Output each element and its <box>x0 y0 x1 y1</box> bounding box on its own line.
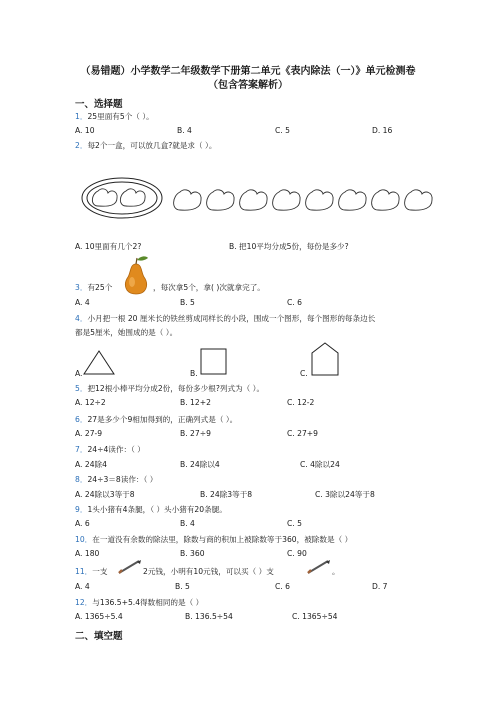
q12-option-c: C. 1365÷54 <box>292 612 338 621</box>
q2-option-b: B. 把10平均分成5份，每份是多少? <box>229 242 349 251</box>
q2-option-a: A. 10里面有几个2? <box>75 242 142 251</box>
question-number: 4． <box>75 314 88 323</box>
q8-option-c: C. 3除以24等于8 <box>315 490 375 499</box>
q6-option-a: A. 27-9 <box>75 429 103 438</box>
question-text: 24÷4读作：（ ） <box>87 445 145 454</box>
question-text: 1头小猪有4条腿，（ ）头小猪有20条腿。 <box>87 505 227 514</box>
question-text: 在一道没有余数的除法里，除数与商的积加上被除数等于360，被除数是（ ） <box>92 535 353 544</box>
doc-title-line2: （包含答案解析） <box>208 80 288 91</box>
q11-option-d: D. 7 <box>372 582 388 591</box>
question-number: 10． <box>75 535 93 544</box>
question-12 <box>75 597 203 608</box>
question-3-rest: ，每次拿5个，拿( )次就拿完了。 <box>153 283 265 292</box>
question-7 <box>75 444 145 455</box>
q12-option-a: A. 1365÷5.4 <box>75 612 123 621</box>
q1-option-d: D. 16 <box>372 126 393 135</box>
section-heading-fill: 二、填空题 <box>75 631 123 642</box>
q5-option-a: A. 12÷2 <box>75 398 106 407</box>
q10-option-a: A. 180 <box>75 549 100 558</box>
question-5 <box>75 383 264 394</box>
question-4-line2: 都是5厘米，她围成的是（ ）。 <box>75 328 178 337</box>
q11-option-c: C. 6 <box>275 582 290 591</box>
q7-option-a: A. 24除4 <box>75 460 107 469</box>
q5-option-c: C. 12-2 <box>287 398 315 407</box>
section-heading-choice: 一、选择题 <box>75 99 123 110</box>
q11-option-b: B. 5 <box>175 582 190 591</box>
q7-option-c: C. 4除以24 <box>300 460 340 469</box>
question-3 <box>75 282 112 293</box>
question-1 <box>75 111 154 122</box>
pencil-image <box>117 559 143 575</box>
peaches-figure <box>80 176 420 226</box>
question-text: 与136.5+5.4得数相同的是（ ） <box>92 598 204 607</box>
question-4 <box>75 313 375 324</box>
pencil-image-2 <box>306 559 332 575</box>
q3-option-b: B. 5 <box>180 298 195 307</box>
q4-option-a: A. <box>75 369 83 378</box>
q6-option-b: B. 27÷9 <box>180 429 211 438</box>
question-number: 2． <box>75 141 88 150</box>
q4-option-c: C. <box>300 369 308 378</box>
question-number: 3． <box>75 283 88 292</box>
question-text: 27是多少个9相加得到的，正确列式是（ ）。 <box>87 415 238 424</box>
question-11-end: 。 <box>332 567 340 576</box>
question-number: 5． <box>75 384 88 393</box>
q4-option-b: B. <box>190 369 198 378</box>
q10-option-b: B. 360 <box>180 549 205 558</box>
q9-option-c: C. 5 <box>287 519 302 528</box>
doc-title-line1: （易错题）小学数学二年级数学下册第二单元《表内除法（一）》单元检测卷 <box>80 66 416 77</box>
question-10 <box>75 534 352 545</box>
triangle-shape <box>83 350 115 376</box>
question-text: 有25个 <box>87 283 113 292</box>
question-number: 8． <box>75 475 88 484</box>
question-11-mid: 2元钱，小明有10元钱，可以买（ ）支 <box>143 567 274 576</box>
question-number: 9． <box>75 505 88 514</box>
q12-option-b: B. 136.5÷54 <box>185 612 233 621</box>
question-9 <box>75 504 227 515</box>
q8-option-a: A. 24除以3等于8 <box>75 490 135 499</box>
question-number: 7． <box>75 445 88 454</box>
question-number: 12． <box>75 598 93 607</box>
question-text: 小月把一根 20 厘米长的铁丝剪成同样长的小段，围成一个图形，每个图形的每条边长 <box>87 314 376 323</box>
question-text: 把12根小棒平均分成2份，每份多少根?列式为（ ）。 <box>87 384 265 393</box>
q10-option-c: C. 90 <box>287 549 307 558</box>
q3-option-a: A. 4 <box>75 298 90 307</box>
question-number: 6． <box>75 415 88 424</box>
question-text: 24÷3＝8读作：（ ） <box>87 475 158 484</box>
q9-option-b: B. 4 <box>180 519 195 528</box>
q7-option-b: B. 24除以4 <box>180 460 220 469</box>
q11-option-a: A. 4 <box>75 582 90 591</box>
q8-option-b: B. 24除3等于8 <box>200 490 253 499</box>
q1-option-c: C. 5 <box>275 126 290 135</box>
question-8 <box>75 474 157 485</box>
pentagon-shape <box>311 342 339 376</box>
question-2 <box>75 140 216 151</box>
question-text: 一支 <box>92 567 108 576</box>
q5-option-b: B. 12+2 <box>180 398 211 407</box>
question-text: 每2个一盒，可以放几盒?就是求（ ）。 <box>87 141 217 150</box>
question-6 <box>75 414 237 425</box>
square-shape <box>200 348 228 376</box>
q1-option-a: A. 10 <box>75 126 95 135</box>
q9-option-a: A. 6 <box>75 519 90 528</box>
question-11 <box>75 566 107 577</box>
question-number: 11． <box>75 567 93 576</box>
q1-option-b: B. 4 <box>177 126 192 135</box>
question-text: 25里面有5个（ ）。 <box>87 112 154 121</box>
q6-option-c: C. 27+9 <box>287 429 318 438</box>
q3-option-c: C. 6 <box>287 298 302 307</box>
pear-image <box>119 254 153 296</box>
question-number: 1． <box>75 112 88 121</box>
